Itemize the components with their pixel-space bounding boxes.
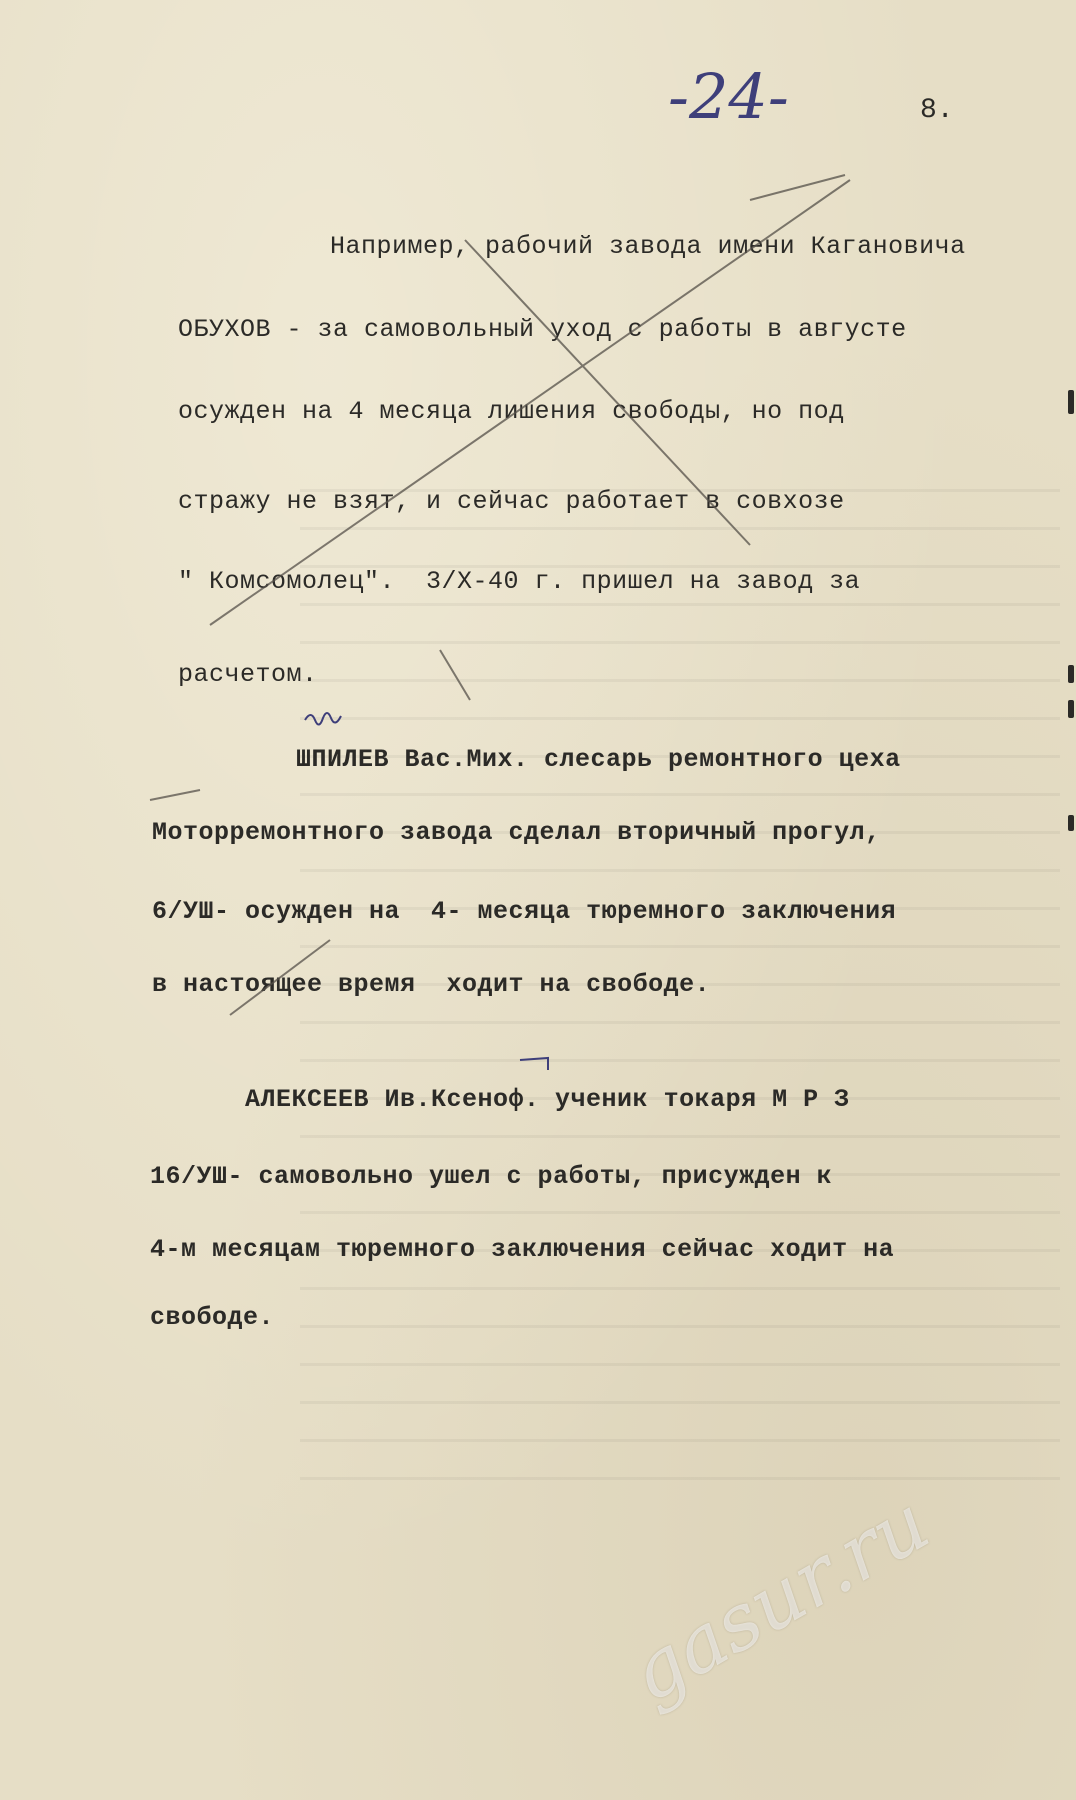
pencil-line (210, 180, 850, 625)
pencil-line (150, 790, 200, 800)
pencil-line (230, 940, 330, 1015)
pencil-line (440, 650, 470, 700)
text-line: свободе. (150, 1303, 275, 1332)
ink-check-mark (305, 713, 341, 725)
text-line: осужден на 4 месяца лишения свободы, но под (178, 397, 845, 426)
text-line: ШПИЛЕВ Вас.Мих. слесарь ремонтного цеха (296, 745, 901, 774)
text-line: Моторремонтного завода сделал вторичный прогул, (152, 818, 881, 847)
site-watermark: gasur.ru (615, 1478, 944, 1720)
ink-mark (520, 1058, 548, 1070)
text-line: Например, рабочий завода имени Кагановича (330, 232, 966, 261)
text-line: стражу не взят, и сейчас работает в совхозе (178, 487, 845, 516)
handwritten-page-number: -24- (668, 60, 789, 133)
text-line: 16/УШ- самовольно ушел с работы, присужден к (150, 1162, 833, 1191)
text-line: 4-м месяцам тюремного заключения сейчас ходит на (150, 1235, 895, 1264)
edge-mark (1068, 390, 1074, 414)
edge-mark (1068, 700, 1074, 718)
pencil-line (465, 240, 750, 545)
text-line: 6/УШ- осужден на 4- месяца тюремного заключения (152, 897, 897, 926)
pencil-line (750, 175, 845, 200)
edge-mark (1068, 815, 1074, 831)
edge-mark (1068, 665, 1074, 683)
text-line: АЛЕКСЕЕВ Ив.Ксеноф. ученик токаря М Р З (245, 1085, 850, 1114)
typed-page-number: 8. (920, 95, 954, 126)
text-line: ОБУХОВ - за самовольный уход с работы в августе (178, 315, 907, 344)
text-line: " Комсомолец". 3/Х-40 г. пришел на завод за (178, 567, 861, 596)
text-line: расчетом. (178, 660, 318, 689)
text-line: в настоящее время ходит на свободе. (152, 970, 711, 999)
